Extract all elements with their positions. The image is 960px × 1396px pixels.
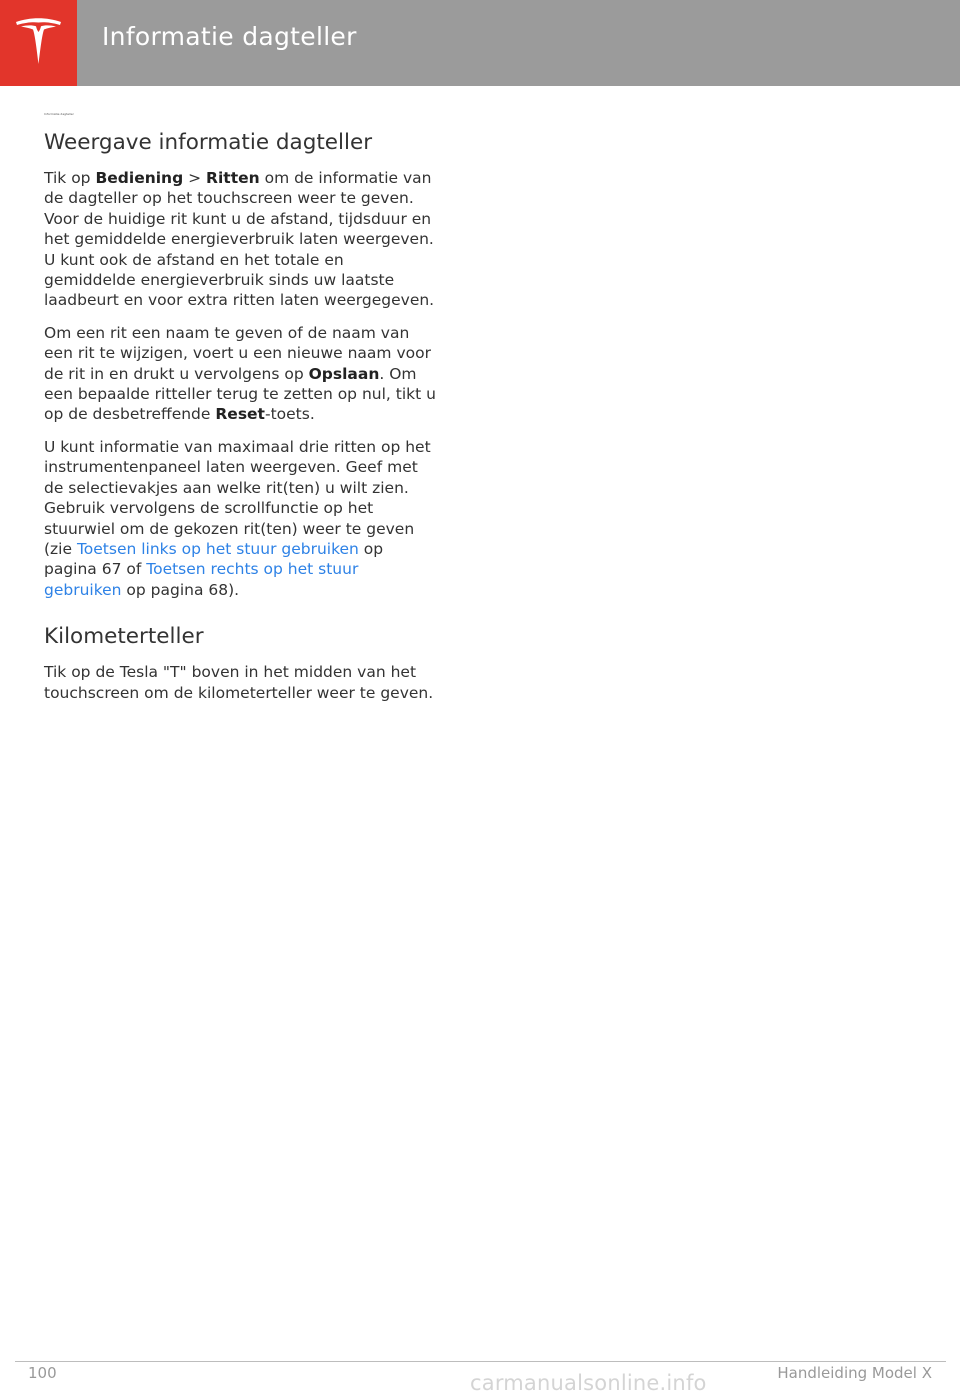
paragraph-naam-rit: Om een rit een naam te geven of de naam van een rit te wijzigen, voert u een nieuwe naam voor de rit in en drukt u vervolgens op Opslaan. Om een bepaalde ritteller terug te zetten op nul, tikt u op de desbetreffende Reset-toets. (44, 323, 436, 424)
page-number: 100 (28, 1364, 57, 1382)
paragraph-kilometerteller: Tik op de Tesla "T" boven in het midden van het touchscreen om de kilometerteller weer te geven. (44, 663, 434, 702)
footer-divider (15, 1361, 946, 1362)
manual-name: Handleiding Model X (777, 1364, 932, 1382)
section-title-kilometerteller: Kilometerteller (44, 624, 204, 650)
paragraph-instrumentenpaneel: U kunt informatie van maximaal drie ritten op het instrumentenpaneel laten weergeven. Geef met de selectievakjes aan welke rit(ten) u wilt zien. Gebruik vervolgens de scrollfunctie op het stuurwiel om de gekozen rit(ten) weer te geven (zie Toetsen links op het stuur gebruiken op pagina 67 of Toetsen rechts op het stuur gebruiken op pagina 68). (44, 437, 431, 599)
watermark: carmanualsonline.info (470, 1371, 707, 1395)
page-header (0, 0, 960, 86)
term-bediening: Bediening (95, 169, 184, 187)
tesla-t-icon (12, 16, 65, 70)
breadcrumb-label: Informatie dagteller (44, 112, 74, 116)
section-title-dagteller: Weergave informatie dagteller (44, 130, 373, 155)
tesla-logo (0, 0, 77, 86)
link-toetsen-links[interactable]: Toetsen links op het stuur gebruiken (76, 539, 359, 558)
paragraph-ritten: Tik op Bediening > Ritten om de informatie van de dagteller op het touchscreen weer te geven. Voor de huidige rit kunt u de afstand, tijdsduur en het gemiddelde energieverbruik laten weergeven. U kunt ook de afstand en het totale en gemiddelde energieverbruik sinds uw laatste laadbeurt en voor extra ritten laten weergegeven. (44, 169, 435, 310)
term-reset: Reset (215, 405, 265, 424)
link-toetsen-rechts[interactable]: Toetsen rechts op het stuur gebruiken (44, 560, 359, 599)
term-opslaan: Opslaan (308, 364, 380, 383)
page-title: Informatie dagteller (102, 22, 357, 51)
term-ritten: Ritten (206, 169, 260, 187)
main-content (44, 128, 439, 715)
